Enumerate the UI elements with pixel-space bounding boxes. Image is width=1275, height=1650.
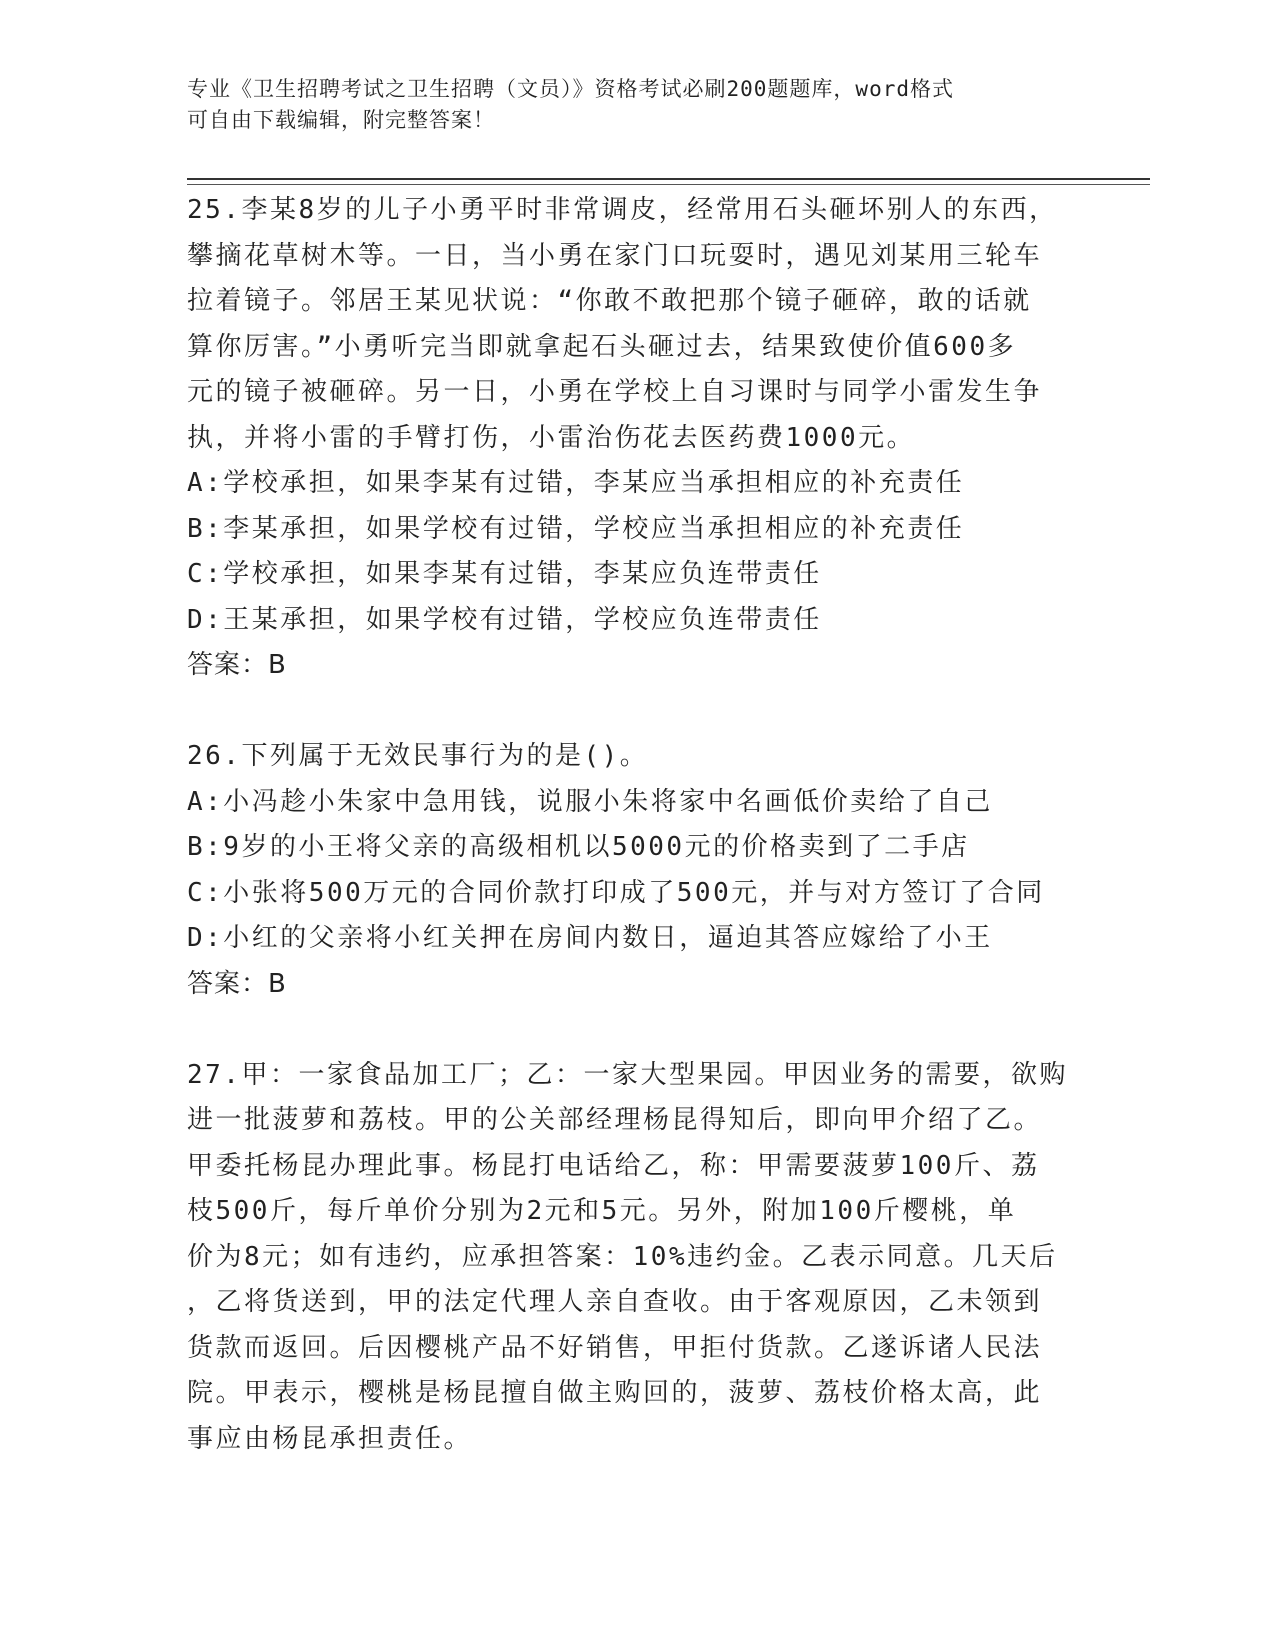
option-a: A:学校承担，如果李某有过错，李某应当承担相应的补充责任 — [187, 468, 965, 498]
question-stem-line: ，乙将货送到，甲的法定代理人亲自查收。由于客观原因，乙未领到 — [187, 1287, 1043, 1317]
question-spacer — [187, 689, 1087, 735]
question-26 — [187, 734, 1087, 1007]
option-d: D:王某承担，如果学校有过错，学校应负连带责任 — [187, 604, 822, 635]
question-stem-line: 价为8元；如有违约，应承担答案：10%违约金。乙表示同意。几天后 — [187, 1241, 1058, 1272]
answer-label: 答案：B — [187, 968, 287, 999]
option-a: A:小冯趁小朱家中急用钱，说服小朱将家中名画低价卖给了自己 — [187, 786, 993, 817]
question-stem-line: 元的镜子被砸碎。另一日，小勇在学校上自习课时与同学小雷发生争 — [187, 377, 1043, 407]
question-stem-line: 执，并将小雷的手臂打伤，小雷治伤花去医药费1000元。 — [187, 422, 916, 453]
document-body — [187, 188, 1087, 1462]
question-stem-line: 甲委托杨昆办理此事。杨昆打电话给乙，称：甲需要菠萝100斤、荔 — [187, 1150, 1040, 1181]
header-divider-thin — [187, 184, 1150, 185]
question-stem-line: 拉着镜子。邻居王某见状说：“你敢不敢把那个镜子砸碎，敢的话就 — [187, 286, 1032, 316]
header-line: 可自由下载编辑，附完整答案！ — [187, 108, 495, 132]
question-stem-line: 算你厉害。”小勇听完当即就拿起石头砸过去，结果致使价值600多 — [187, 331, 1017, 362]
option-b: B:9岁的小王将父亲的高级相机以5000元的价格卖到了二手店 — [187, 832, 970, 862]
document-header — [187, 74, 1067, 136]
question-25 — [187, 188, 1087, 689]
question-stem-line: 院。甲表示，樱桃是杨昆擅自做主购回的，菠萝、荔枝价格太高，此 — [187, 1378, 1043, 1408]
question-27 — [187, 1053, 1087, 1463]
question-stem-line: 事应由杨昆承担责任。 — [187, 1423, 473, 1454]
question-stem-line: 枝500斤，每斤单价分别为2元和5元。另外，附加100斤樱桃，单 — [187, 1196, 1017, 1226]
answer-label: 答案：B — [187, 650, 287, 680]
option-d: D:小红的父亲将小红关押在房间内数日，逼迫其答应嫁给了小王 — [187, 923, 993, 953]
question-spacer — [187, 1007, 1087, 1053]
question-stem-line: 27.甲：一家食品加工厂；乙：一家大型果园。甲因业务的需要，欲购 — [187, 1059, 1068, 1090]
question-stem-line: 货款而返回。后因樱桃产品不好销售，甲拒付货款。乙遂诉诸人民法 — [187, 1332, 1043, 1363]
option-b: B:李某承担，如果学校有过错，学校应当承担相应的补充责任 — [187, 513, 965, 544]
question-stem-line: 进一批菠萝和荔枝。甲的公关部经理杨昆得知后，即向甲介绍了乙。 — [187, 1105, 1043, 1135]
option-c: C:小张将500万元的合同价款打印成了500元，并与对方签订了合同 — [187, 877, 1045, 908]
option-c: C:学校承担，如果李某有过错，李某应负连带责任 — [187, 559, 822, 589]
question-stem-line: 26.下列属于无效民事行为的是()。 — [187, 741, 649, 771]
question-stem-line: 25.李某8岁的儿子小勇平时非常调皮，经常用石头砸坏别人的东西， — [187, 195, 1058, 225]
header-line: 专业《卫生招聘考试之卫生招聘（文员）》资格考试必刷200题题库，word格式 — [187, 77, 954, 101]
question-stem-line: 攀摘花草树木等。一日，当小勇在家门口玩耍时，遇见刘某用三轮车 — [187, 240, 1043, 271]
header-divider-thick — [187, 178, 1150, 180]
